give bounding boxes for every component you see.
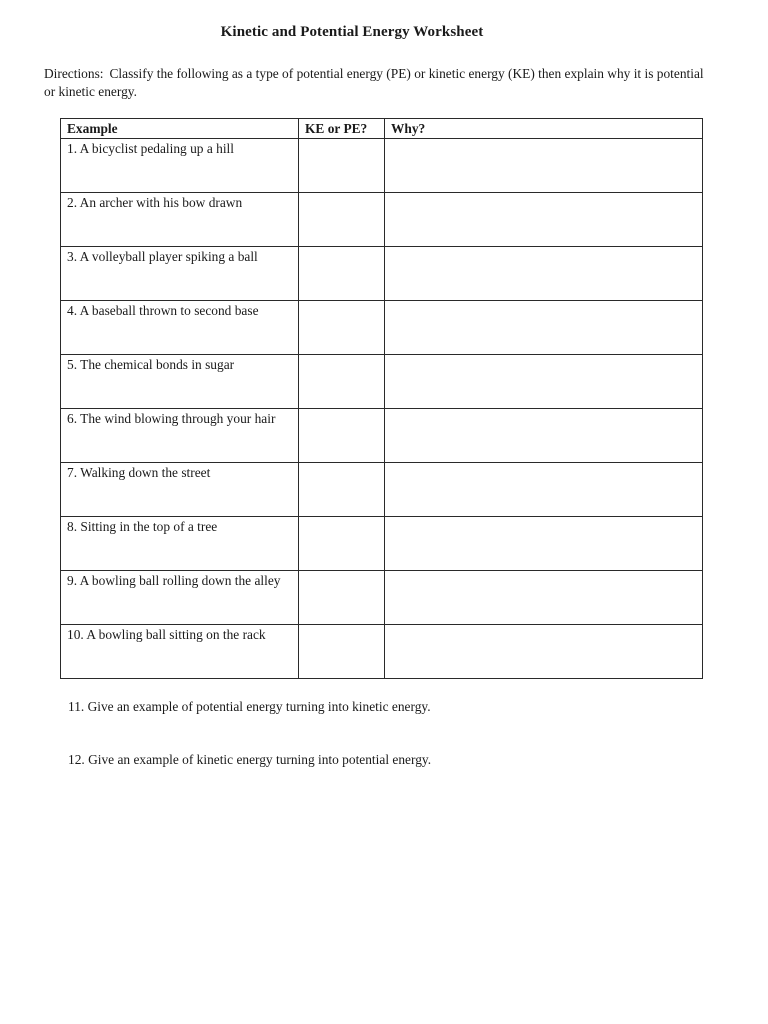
page-title: Kinetic and Potential Energy Worksheet xyxy=(220,24,484,40)
why-answer-cell[interactable] xyxy=(385,571,703,625)
why-answer-cell[interactable] xyxy=(385,193,703,247)
table-row xyxy=(61,409,703,463)
example-cell: 6. The wind blowing through your hair xyxy=(61,409,299,463)
example-cell: 1. A bicyclist pedaling up a hill xyxy=(61,139,299,193)
type-answer-cell[interactable] xyxy=(299,409,385,463)
type-answer-cell[interactable] xyxy=(299,355,385,409)
column-header-why: Why? xyxy=(385,119,703,139)
column-header-example: Example xyxy=(61,119,299,139)
type-answer-cell[interactable] xyxy=(299,625,385,679)
question-12: 12. Give an example of kinetic energy turning into potential energy. xyxy=(68,752,432,767)
type-answer-cell[interactable] xyxy=(299,193,385,247)
directions-text: Classify the following as a type of potential energy (PE) or kinetic energy (KE) then explain why it is potential or kinetic energy. xyxy=(44,66,704,99)
type-answer-cell[interactable] xyxy=(299,247,385,301)
example-cell: 8. Sitting in the top of a tree xyxy=(61,517,299,571)
question-11: 11. Give an example of potential energy turning into kinetic energy. xyxy=(68,699,431,714)
type-answer-cell[interactable] xyxy=(299,571,385,625)
example-cell: 10. A bowling ball sitting on the rack xyxy=(61,625,299,679)
table-row xyxy=(61,193,703,247)
table-row xyxy=(61,355,703,409)
example-cell: 9. A bowling ball rolling down the alley xyxy=(61,571,299,625)
why-answer-cell[interactable] xyxy=(385,463,703,517)
type-answer-cell[interactable] xyxy=(299,463,385,517)
table-row xyxy=(61,139,703,193)
column-header-ke-or-pe: KE or PE? xyxy=(299,119,385,139)
directions xyxy=(44,65,716,101)
why-answer-cell[interactable] xyxy=(385,247,703,301)
why-answer-cell[interactable] xyxy=(385,355,703,409)
table-row xyxy=(61,571,703,625)
table-row xyxy=(61,463,703,517)
directions-label: Directions: xyxy=(44,66,104,81)
type-answer-cell[interactable] xyxy=(299,301,385,355)
why-answer-cell[interactable] xyxy=(385,409,703,463)
why-answer-cell[interactable] xyxy=(385,517,703,571)
table-header-row xyxy=(61,119,703,139)
table-row xyxy=(61,247,703,301)
example-cell: 5. The chemical bonds in sugar xyxy=(61,355,299,409)
why-answer-cell[interactable] xyxy=(385,139,703,193)
type-answer-cell[interactable] xyxy=(299,517,385,571)
example-cell: 2. An archer with his bow drawn xyxy=(61,193,299,247)
why-answer-cell[interactable] xyxy=(385,301,703,355)
table-row xyxy=(61,625,703,679)
why-answer-cell[interactable] xyxy=(385,625,703,679)
classification-table xyxy=(60,118,703,679)
example-cell: 3. A volleyball player spiking a ball xyxy=(61,247,299,301)
example-cell: 4. A baseball thrown to second base xyxy=(61,301,299,355)
table-row xyxy=(61,517,703,571)
example-cell: 7. Walking down the street xyxy=(61,463,299,517)
table-row xyxy=(61,301,703,355)
type-answer-cell[interactable] xyxy=(299,139,385,193)
